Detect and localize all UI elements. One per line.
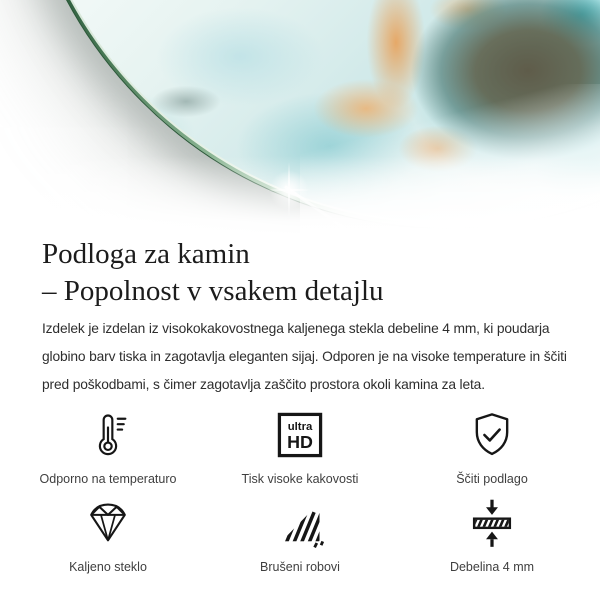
feature-label: Tisk visoke kakovosti: [241, 472, 359, 486]
page-title-line1: Podloga za kamin: [42, 238, 250, 270]
feature-thickness: [396, 497, 588, 575]
feature-temperature: [12, 409, 204, 487]
thermometer-icon: [82, 409, 134, 461]
diamond-icon: [82, 497, 134, 549]
feature-label: Brušeni robovi: [260, 560, 340, 574]
page-title: [42, 236, 558, 310]
feature-polished-edges: [204, 497, 396, 575]
ultra-hd-badge-top: ultra: [287, 421, 313, 434]
page-title-line2: – Popolnost v vsakem detajlu: [42, 275, 384, 307]
ultra-hd-badge-bottom: HD: [287, 432, 313, 452]
product-description: Izdelek je izdelan iz visokokakovostnega kaljenega stekla debeline 4 mm, ki poudarja globino barv tiska in zagotavlja eleganten sijaj. Odporen je na visoke temperature in ščiti pred poškodbami, s čimer zagotavlja zaščito prostora okoli kamina za leta.: [42, 321, 567, 392]
feature-label: Ščiti podlago: [456, 472, 528, 486]
thickness-icon: [466, 497, 518, 549]
feature-protects-surface: [396, 409, 588, 487]
polished-edges-icon: [274, 497, 326, 549]
feature-label: Kaljeno steklo: [69, 560, 147, 574]
ultra-hd-icon: [274, 409, 326, 461]
product-image: [0, 0, 600, 236]
feature-tempered-glass: [12, 497, 204, 575]
feature-label: Debelina 4 mm: [449, 560, 535, 574]
feature-print-quality: [204, 409, 396, 487]
feature-label: Odporno na temperaturo: [39, 472, 177, 486]
feature-grid: [12, 409, 588, 575]
shield-check-icon: [466, 409, 518, 461]
